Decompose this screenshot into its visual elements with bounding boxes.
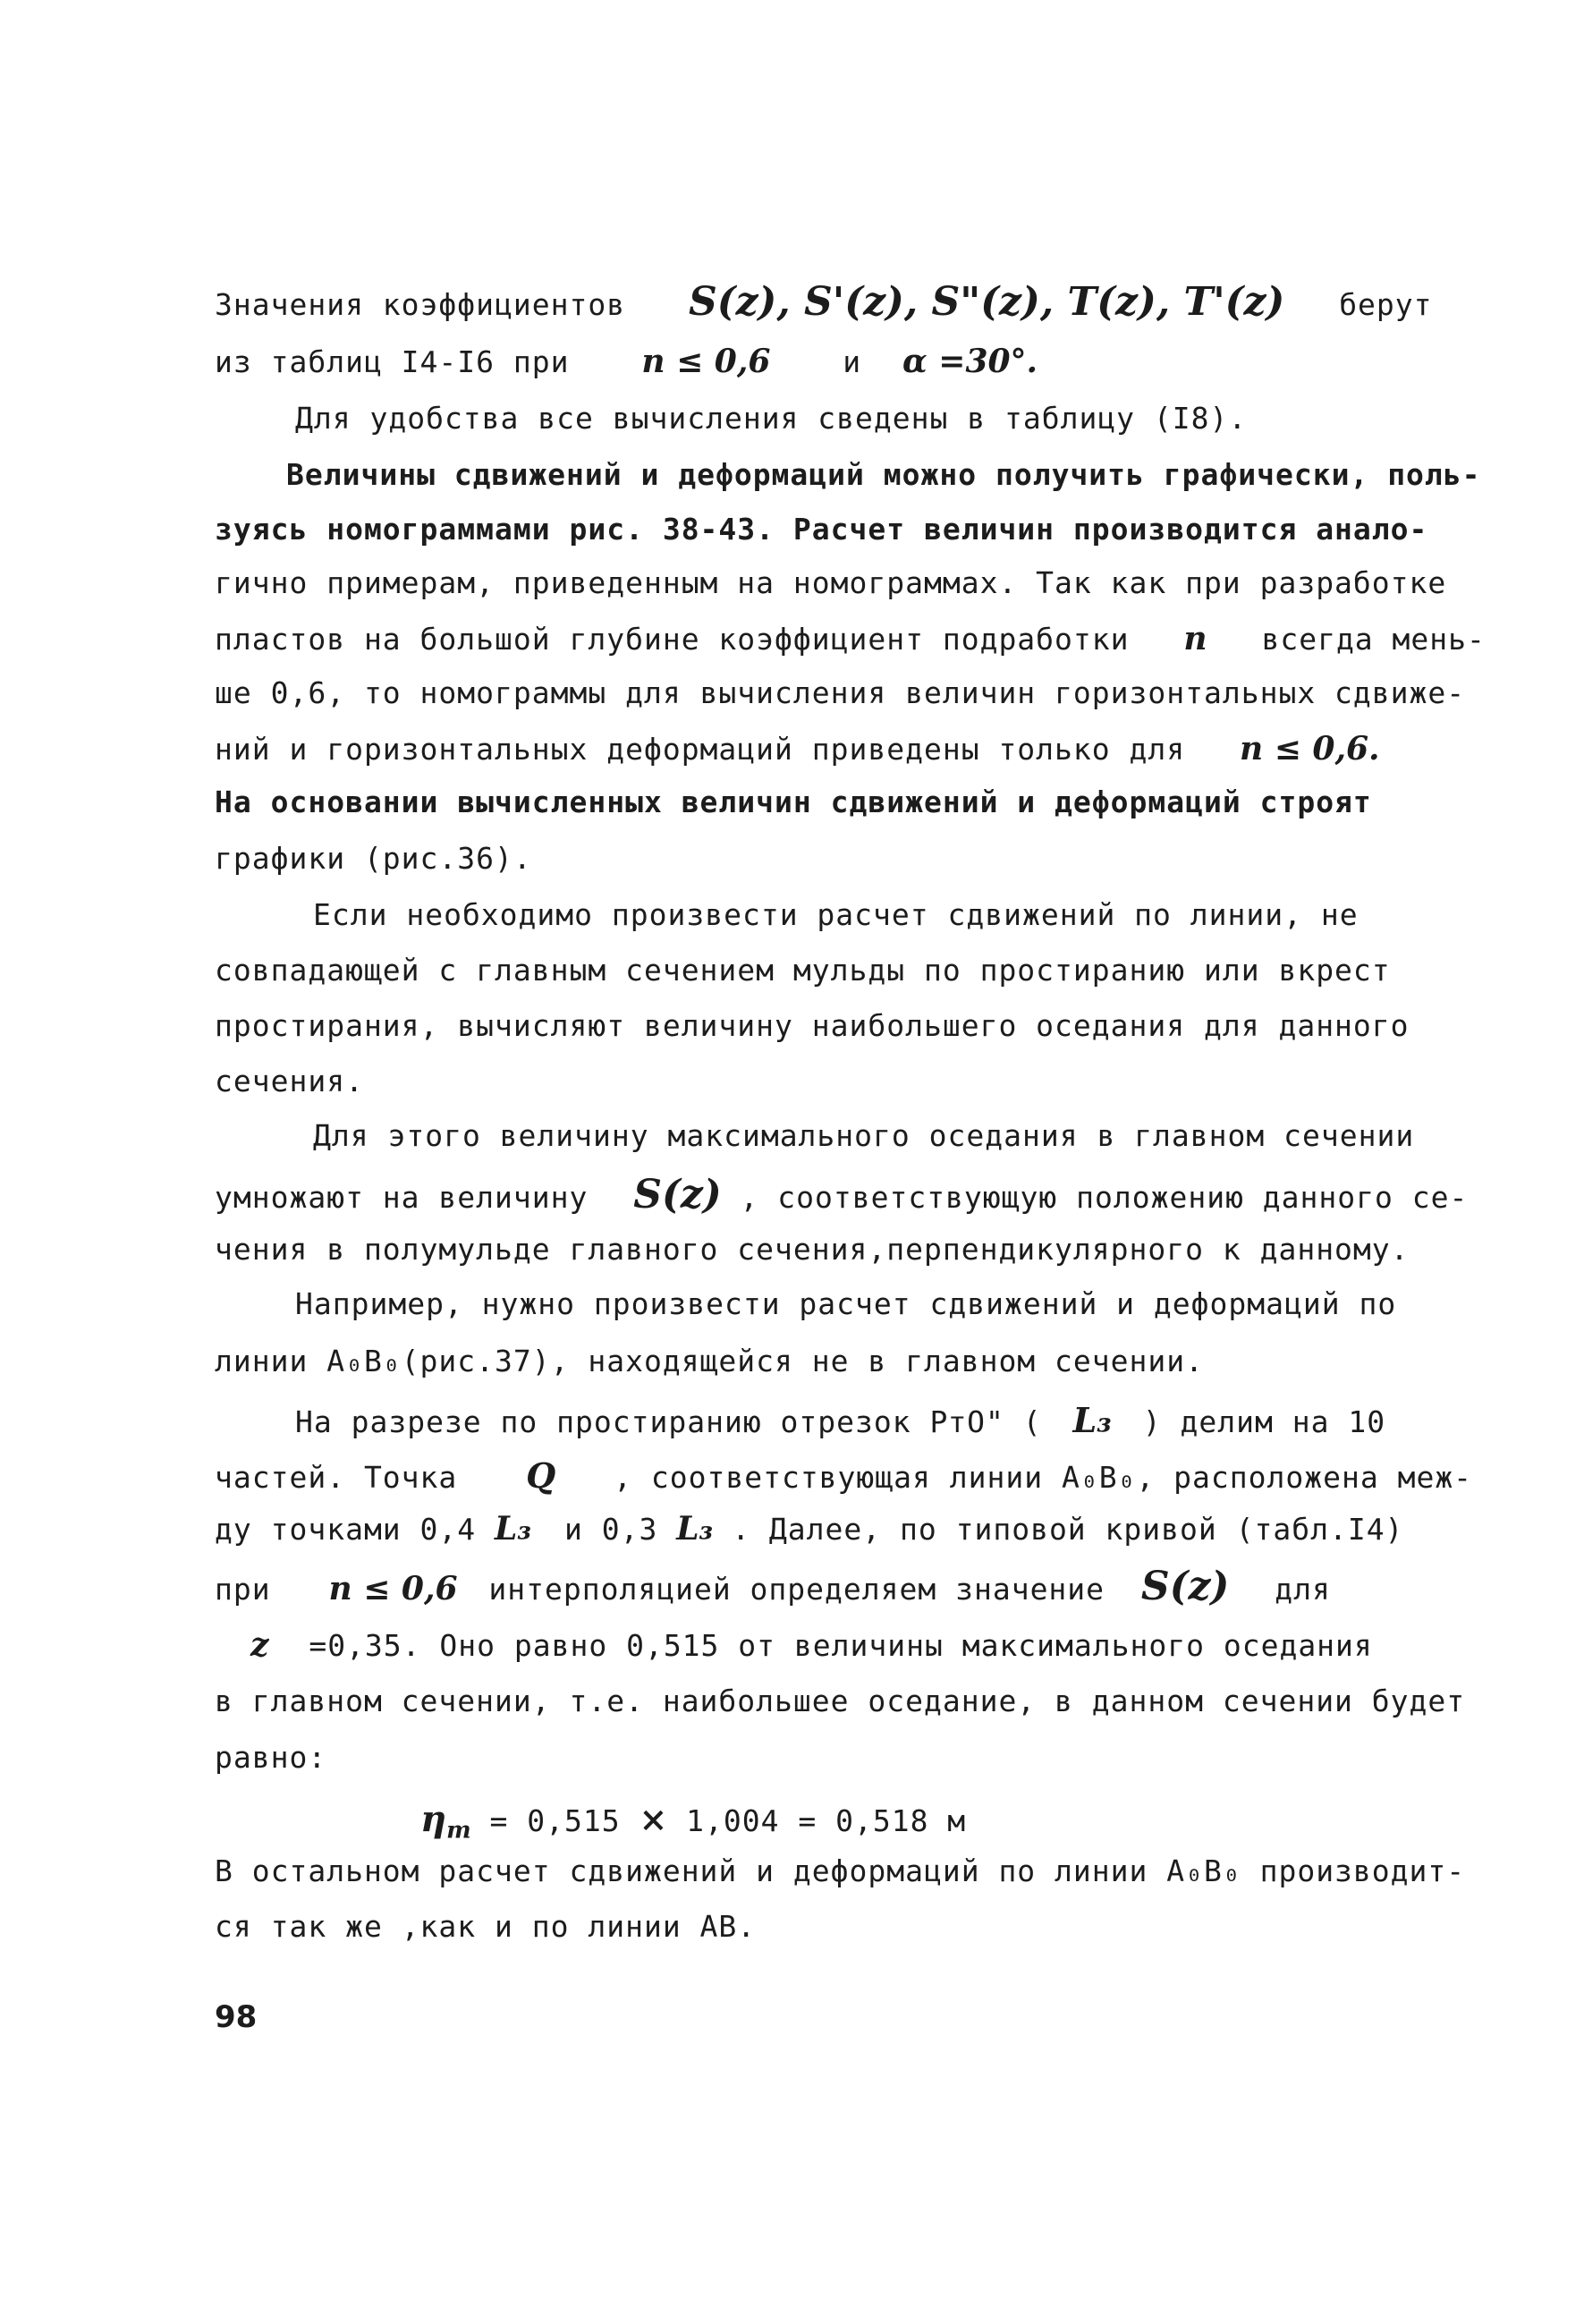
text-line xyxy=(313,897,1494,932)
text-line xyxy=(215,675,1466,710)
text-segment: всегда мень- xyxy=(1261,622,1486,657)
text-segment: простирания, вычисляют величину наибольшего оседания для данного xyxy=(215,1008,1410,1043)
text-segment: ся так же ,как и по линии AB. xyxy=(215,1909,757,1944)
text-line xyxy=(215,730,1395,768)
page-number: 98 xyxy=(215,1999,258,2035)
text-line xyxy=(215,1626,1395,1664)
text-line xyxy=(215,1455,1473,1496)
text-line xyxy=(295,1286,1476,1321)
text-segment: линии A₀B₀(рис.37), находящейся не в главном сечении. xyxy=(215,1344,1204,1378)
text-segment: и xyxy=(843,344,862,379)
text-segment: и 0,3 xyxy=(564,1512,658,1547)
math-expression: L₃ xyxy=(1072,1400,1112,1440)
text-segment: интерполяцией определяем значение xyxy=(488,1572,1105,1607)
text-line xyxy=(215,1909,1395,1944)
text-line xyxy=(215,953,1395,988)
text-segment: На разрезе по простиранию отрезок PᴛO" ( xyxy=(295,1404,1042,1439)
math-subscript: m xyxy=(446,1817,471,1845)
math-expression: S(z) xyxy=(633,1172,722,1217)
text-segment: Например, нужно произвести расчет сдвижений и деформаций по xyxy=(295,1286,1397,1321)
math-expression: L₃ xyxy=(495,1510,532,1548)
text-segment: Значения коэффициентов xyxy=(215,287,626,322)
text-line xyxy=(295,401,1476,436)
text-line xyxy=(215,785,1395,819)
formula-line xyxy=(420,1798,1584,1845)
text-segment: Величины сдвижений и деформаций можно получить графически, поль- xyxy=(286,457,1481,492)
math-expression: η xyxy=(420,1798,447,1840)
text-line xyxy=(215,1172,1469,1217)
text-line xyxy=(215,1564,1395,1609)
text-segment: равно: xyxy=(215,1740,327,1775)
text-segment: чения в полумульде главного сечения,перпендикулярного к данному. xyxy=(215,1232,1410,1267)
text-segment: =0,35. Оно равно 0,515 от величины максимального оседания xyxy=(309,1628,1373,1663)
math-expression: L₃ xyxy=(676,1510,714,1548)
math-expression: Q xyxy=(526,1455,556,1496)
text-segment: ний и горизонтальных деформаций приведены только для xyxy=(215,732,1186,767)
text-segment: пластов на большой глубине коэффициент подработки xyxy=(215,622,1130,657)
math-expression: n ≤ 0,6 xyxy=(641,343,771,380)
text-line xyxy=(215,1853,1466,1888)
text-line xyxy=(215,343,1395,380)
text-segment: умножают на величину xyxy=(215,1180,589,1215)
text-segment: ду точками 0,4 xyxy=(215,1512,477,1547)
text-line xyxy=(215,565,1447,600)
text-segment: ше 0,6, то номограммы для вычисления величин горизонтальных сдвиже- xyxy=(215,675,1466,710)
text-line xyxy=(215,1510,1404,1548)
text-segment: берут xyxy=(1339,287,1433,322)
text-line xyxy=(215,1232,1410,1267)
text-line xyxy=(215,1344,1395,1378)
math-expression: α =30°. xyxy=(902,343,1038,380)
text-line xyxy=(215,1064,1395,1098)
text-segment: , соответствующая линии A₀B₀, расположена меж- xyxy=(614,1460,1473,1495)
text-segment: для xyxy=(1275,1572,1331,1607)
text-segment: ) делим на 10 xyxy=(1142,1404,1386,1439)
text-segment: в главном сечении, т.е. наибольшее оседание, в данном сечении будет xyxy=(215,1684,1466,1718)
text-segment: . Далее, по типовой кривой (табл.I4) xyxy=(732,1512,1404,1547)
text-segment: В остальном расчет сдвижений и деформаций по линии A₀B₀ производит- xyxy=(215,1853,1466,1888)
math-expression: n ≤ 0,6 xyxy=(328,1570,458,1607)
text-segment: гично примерам, приведенным на номограммах. Так как при разработке xyxy=(215,565,1447,600)
text-segment: частей. Точка xyxy=(215,1460,458,1495)
text-segment: совпадающей с главным сечением мульды по простиранию или вкрест xyxy=(215,953,1391,988)
math-expression: n ≤ 0,6. xyxy=(1240,730,1380,768)
math-expression: z xyxy=(250,1626,269,1664)
text-segment: Для удобства все вычисления сведены в таблицу (I8). xyxy=(295,401,1248,436)
text-segment: 1,004 = 0,518 м xyxy=(686,1803,967,1838)
math-expression: n xyxy=(1183,620,1207,657)
text-line xyxy=(215,1008,1410,1043)
text-segment: из таблиц I4-I6 при xyxy=(215,344,570,379)
text-segment: , соответствующую положению данного се- xyxy=(740,1180,1469,1215)
text-line xyxy=(215,620,1486,657)
text-line xyxy=(215,457,1481,492)
text-line xyxy=(295,1400,1476,1441)
text-segment: Если необходимо произвести расчет сдвижений по линии, не xyxy=(313,897,1359,932)
text-segment: = 0,515 xyxy=(489,1803,621,1838)
text-line xyxy=(313,1118,1494,1153)
text-segment: при xyxy=(215,1572,271,1607)
math-operator: × xyxy=(639,1799,668,1839)
text-segment: Для этого величину максимального оседания в главном сечении xyxy=(313,1118,1415,1153)
text-line xyxy=(215,279,1433,325)
text-segment: На основании вычисленных величин сдвижений и деформаций строят xyxy=(215,785,1372,819)
text-line xyxy=(215,1684,1466,1718)
text-segment: графики (рис.36). xyxy=(215,841,532,876)
text-line xyxy=(215,1740,1395,1775)
text-segment: сечения. xyxy=(215,1064,364,1098)
text-line xyxy=(215,841,1395,876)
math-expression: S(z) xyxy=(1140,1564,1230,1609)
text-segment: зуясь номограммами рис. 38-43. Расчет величин производится анало- xyxy=(215,512,1428,547)
text-line xyxy=(215,512,1428,547)
math-expression: S(z), S'(z), S"(z), T(z), T'(z) xyxy=(688,279,1285,325)
